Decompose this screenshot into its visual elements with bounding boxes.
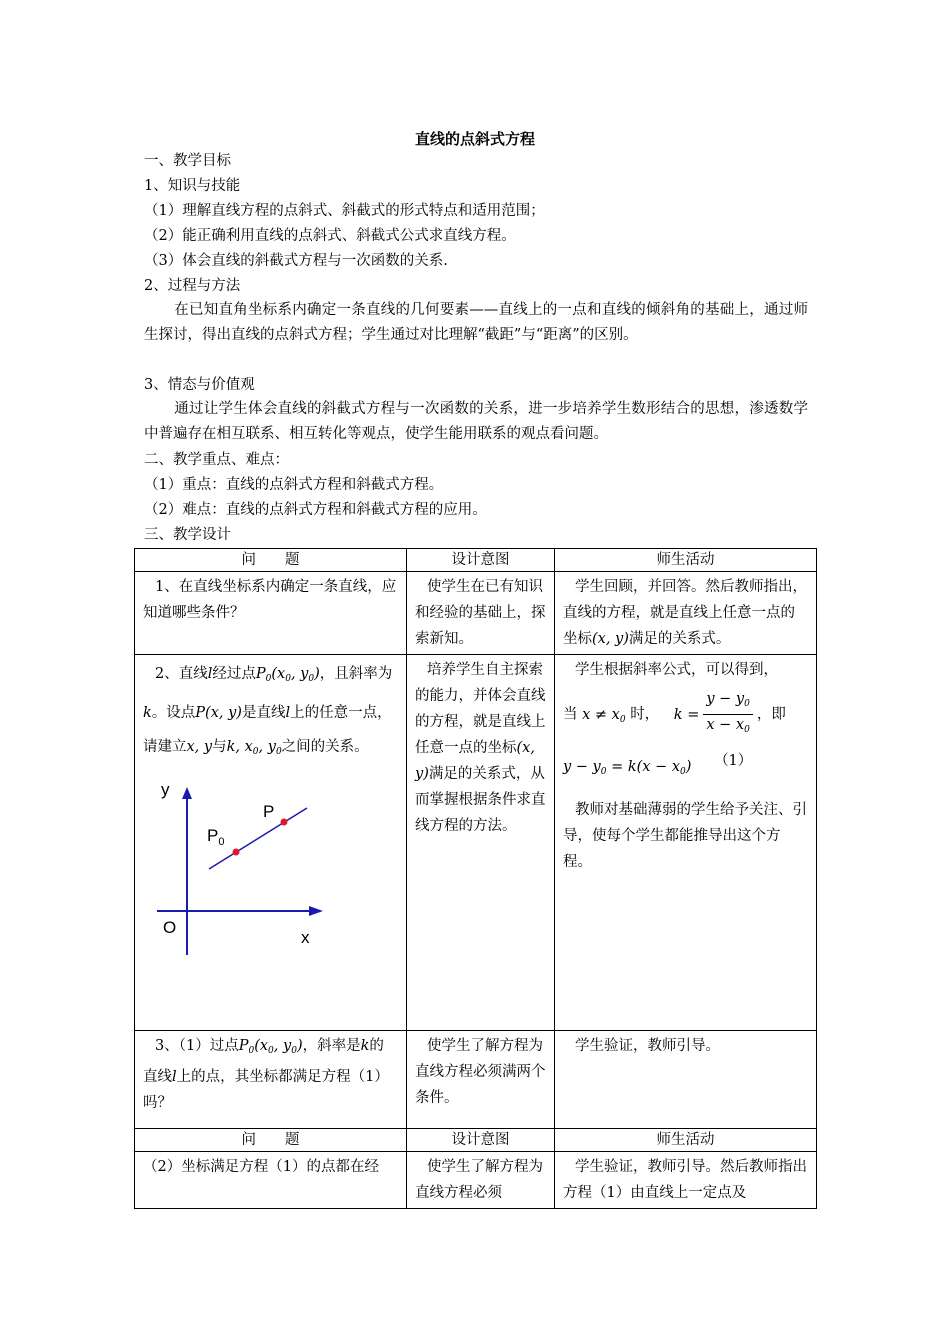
x-axis-label: x	[301, 928, 310, 947]
activity-cell: 学生根据斜率公式，可以得到， 当 $x \ne x_0$ 时， k = $\frac{y - y_0}{x - x_0}$ ，即 $y - y_0 = k(x - x_0)$ （1） 教师对基础薄弱的学生给予关注、引导，使每个学生都能推导出这个方程。	[555, 655, 817, 1031]
activity-cell: 学生验证，教师引导。	[555, 1031, 817, 1129]
intent-cell: 使学生在已有知识和经验的基础上，探索新知。	[407, 572, 555, 655]
y-axis-arrow	[182, 787, 192, 799]
table-row	[135, 1031, 817, 1129]
section-heading-design: 三、教学设计	[144, 527, 231, 543]
teaching-design-table	[134, 548, 817, 1209]
keypoint-item-2: （2）难点：直线的点斜式方程和斜截式方程的应用。	[144, 502, 487, 518]
question-cell: 1、在直线坐标系内确定一条直线，应知道哪些条件？	[135, 572, 407, 655]
origin-label: O	[163, 918, 177, 937]
table-row	[135, 655, 817, 1031]
section-heading-goals: 一、教学目标	[144, 153, 231, 169]
intent-cell: 使学生了解方程为直线方程必须	[407, 1152, 555, 1209]
point-p-label: P	[263, 802, 275, 821]
question-cell: 2、直线l经过点$P_0(x_0$, $y_0$)，且斜率为k。设点P(x, y)是直线l上的任意一点，请建立x, y与k, $x_0$, $y_0$之间的关系。 y x O P $P_0$	[135, 655, 407, 1031]
knowledge-item-1: （1）理解直线方程的点斜式、斜截式的形式特点和适用范围；	[144, 203, 545, 219]
header-activity: 师生活动	[555, 549, 817, 572]
point-p	[281, 819, 288, 826]
process-paragraph: 在已知直角坐标系内确定一条直线的几何要素——直线上的一点和直线的倾斜角的基础上，通过师生探讨，得出直线的点斜式方程；学生通过对比理解“截距”与“距离”的区别。	[144, 302, 808, 343]
point-p0	[233, 849, 240, 856]
knowledge-item-2: （2）能正确利用直线的点斜式、斜截式公式求直线方程。	[144, 228, 516, 244]
question-cell: 3、（1）过点$P_0(x_0$, $y_0$)，斜率是k的直线l上的点，其坐标都满足方程（1）吗？	[135, 1031, 407, 1129]
subheading-knowledge: 1、知识与技能	[144, 178, 241, 194]
activity-cell: 学生回顾，并回答。然后教师指出，直线的方程，就是直线上任意一点的坐标(x, y)满足的关系式。	[555, 572, 817, 655]
point-slope-equation: $y - y_0 = k(x - x_0)$ （1）	[563, 753, 753, 777]
coordinate-figure	[143, 785, 343, 960]
intent-cell: 培养学生自主探索的能力，并体会直线的方程，就是直线上任意一点的坐标(x, y)满足的关系式，从而掌握根据条件求直线方程的方法。	[407, 655, 555, 1031]
x-axis-arrow	[309, 906, 323, 916]
intent-cell: 使学生了解方程为直线方程必须满两个条件。	[407, 1031, 555, 1129]
subheading-process: 2、过程与方法	[144, 278, 241, 294]
header-intent: 设计意图	[407, 549, 555, 572]
slope-formula: 当 $x \ne x_0$ 时， k = $\frac{y - y_0}{x - x_0}$ ，即	[563, 691, 786, 735]
subheading-values: 3、情态与价值观	[144, 377, 255, 393]
question-cell: （2）坐标满足方程（1）的点都在经	[135, 1152, 407, 1209]
table-header-row	[135, 1129, 817, 1152]
knowledge-item-3: （3）体会直线的斜截式方程与一次函数的关系.	[144, 253, 448, 269]
header-intent: 设计意图	[407, 1129, 555, 1152]
page-title: 直线的点斜式方程	[414, 130, 535, 148]
y-axis-label: y	[161, 785, 170, 799]
header-activity: 师生活动	[555, 1129, 817, 1152]
activity-cell: 学生验证，教师引导。然后教师指出方程（1）由直线上一定点及	[555, 1152, 817, 1209]
table-row	[135, 572, 817, 655]
values-paragraph: 通过让学生体会直线的斜截式方程与一次函数的关系，进一步培养学生数形结合的思想，渗透数学中普遍存在相互联系、相互转化等观点，使学生能用联系的观点看问题。	[144, 401, 808, 442]
table-header-row	[135, 549, 817, 572]
section-heading-keypoints: 二、教学重点、难点：	[144, 452, 289, 468]
header-question: 问 题	[135, 549, 407, 572]
header-question: 问 题	[135, 1129, 407, 1152]
point-p0-label: $P_0$	[207, 826, 225, 848]
keypoint-item-1: （1）重点：直线的点斜式方程和斜截式方程。	[144, 477, 444, 493]
table-row	[135, 1152, 817, 1209]
